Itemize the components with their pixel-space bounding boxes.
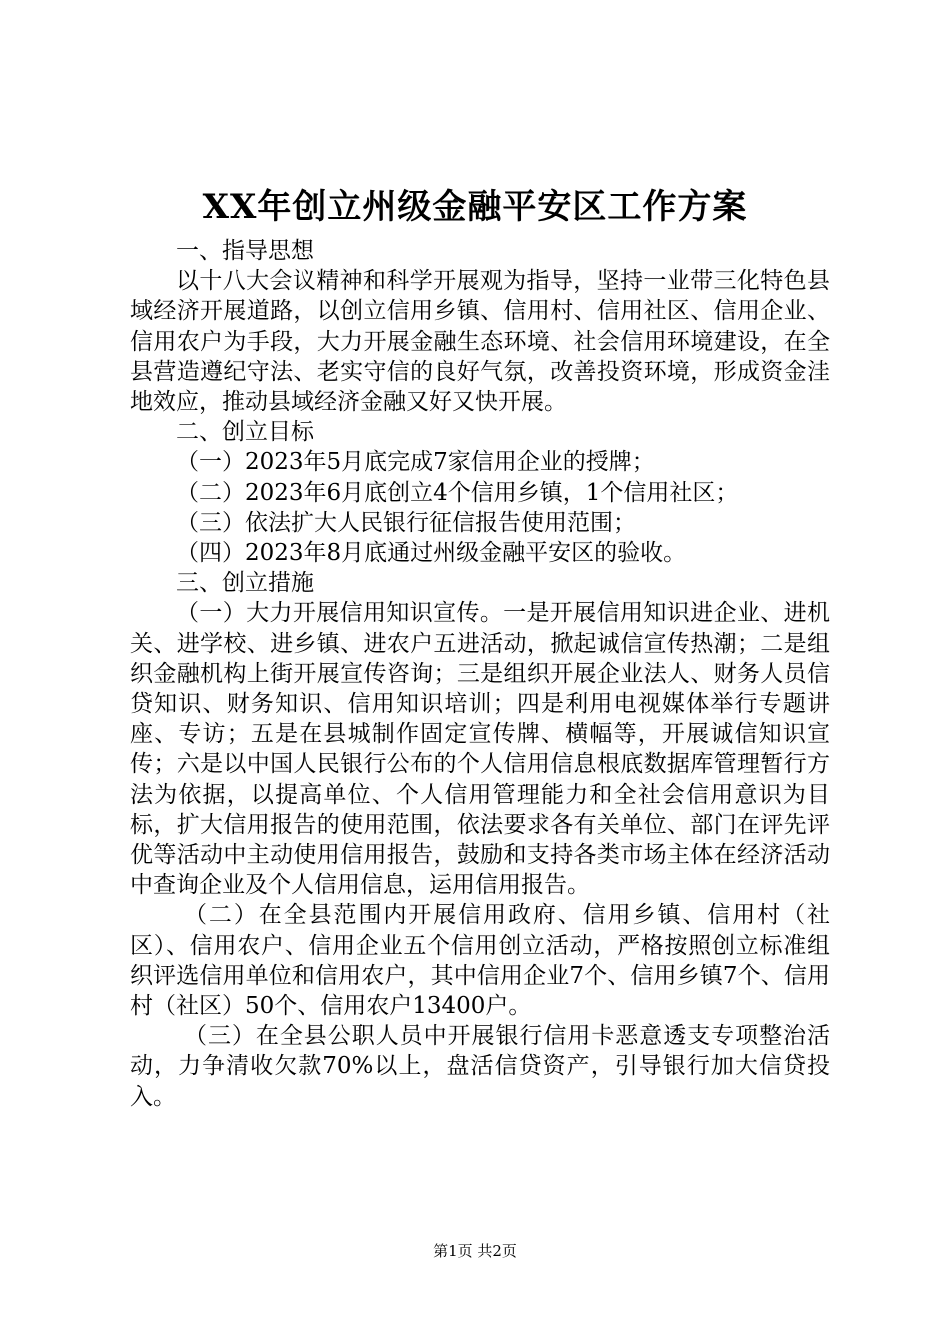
goal-item-1: （一）2023年5月底完成7家信用企业的授牌； <box>176 449 655 476</box>
section-heading-goals: 二、创立目标 <box>176 419 314 446</box>
goal-item-2: （二）2023年6月底创立4个信用乡镇，1个信用社区； <box>176 479 739 506</box>
goal-item-4: （四）2023年8月底通过州级金融平安区的验收。 <box>176 540 687 567</box>
measure-paragraph-2: （二）在全县范围内开展信用政府、信用乡镇、信用村（社区）、信用农户、信用企业五个信用创立活动，严格按照创立标准组织评选信用单位和信用农户，其中信用企业7个、信用乡镇7个、信用村（社区）50个、信用农户13400户。 <box>130 902 830 1020</box>
section-heading-guiding-ideology: 一、指导思想 <box>176 238 314 264</box>
measure-paragraph-1: （一）大力开展信用知识宣传。一是开展信用知识进企业、进机关、进学校、进乡镇、进农户五进活动，掀起诚信宣传热潮；二是组织金融机构上街开展宣传咨询；三是组织开展企业法人、财务人员信贷知识、财务知识、信用知识培训；四是利用电视媒体举行专题讲座、专访；五是在县城制作固定宣传牌、横幅等，开展诚信知识宣传；六是以中国人民银行公布的个人信用信息根底数据库管理暂行方法为依据，以提高单位、个人信用管理能力和全社会信用意识为目标，扩大信用报告的使用范围，依法要求各有关单位、部门在评先评优等活动中主动使用信用报告，鼓励和支持各类市场主体在经济活动中查询企业及个人信用信息，运用信用报告。 <box>130 600 830 899</box>
measure-paragraph-3: （三）在全县公职人员中开展银行信用卡恶意透支专项整治活动，力争清收欠款70%以上，盘活信贷资产，引导银行加大信贷投入。 <box>130 1023 830 1110</box>
paragraph-guiding-ideology: 以十八大会议精神和科学开展观为指导，坚持一业带三化特色县域经济开展道路，以创立信用乡镇、信用村、信用社区、信用企业、信用农户为手段，大力开展金融生态环境、社会信用环境建设，在全县营造遵纪守法、老实守信的良好气氛，改善投资环境，形成资金洼地效应，推动县域经济金融又好又快开展。 <box>130 268 830 416</box>
section-heading-measures: 三、创立措施 <box>176 570 314 597</box>
goal-item-3: （三）依法扩大人民银行征信报告使用范围； <box>176 509 636 536</box>
document-body <box>130 236 830 1112</box>
document-title: XX年创立州级金融平安区工作方案 <box>202 187 748 227</box>
page-footer: 第1页 共2页 <box>433 1242 517 1260</box>
